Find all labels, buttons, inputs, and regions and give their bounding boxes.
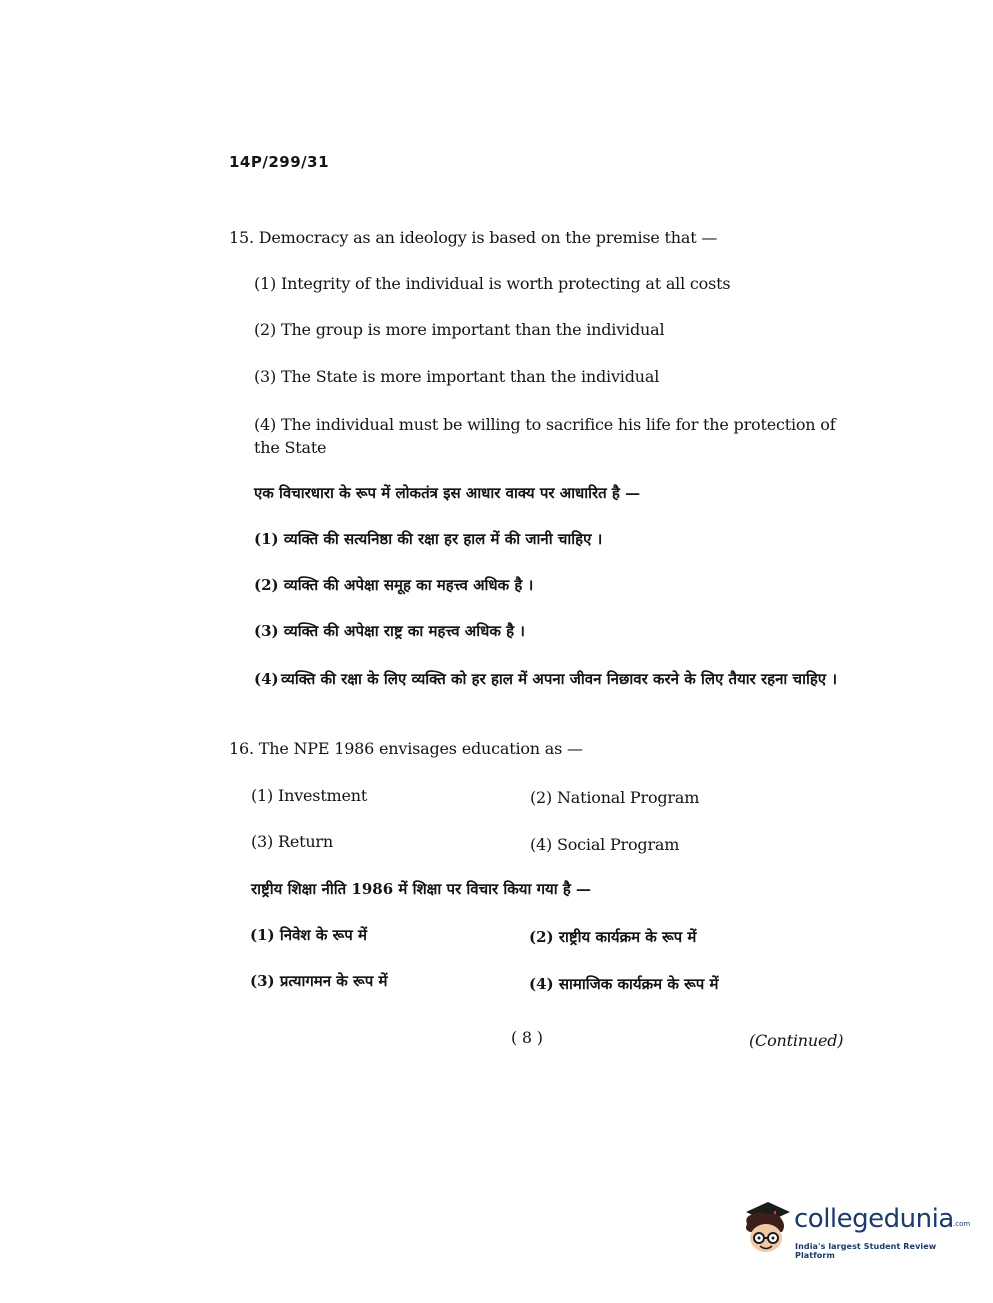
page-number: ( 8 ) <box>511 1028 543 1047</box>
option-text: व्यक्ति की सत्यनिष्ठा की रक्षा हर हाल में की जानी चाहिए । <box>283 530 603 548</box>
q16-option-en-2 <box>530 788 699 807</box>
question-number: 16. <box>229 739 254 758</box>
option-number: (2) <box>254 576 279 594</box>
q16-option-en-3 <box>251 832 333 851</box>
option-text: निवेश के रूप में <box>279 926 367 944</box>
q15-hindi-text: एक विचारधारा के रूप में लोकतंत्र इस आधार वाक्य पर आधारित है — <box>254 484 641 502</box>
option-text: The individual must be willing to sacrifice his life for the protection of the State <box>254 415 836 457</box>
option-text: Integrity of the individual is worth protecting at all costs <box>280 274 731 293</box>
option-number: (3) <box>251 832 274 851</box>
question-number: 15. <box>229 228 254 247</box>
question-text: The NPE 1986 envisages education as — <box>258 739 583 758</box>
option-text: Return <box>277 832 333 851</box>
q15-option-en-2 <box>254 320 664 339</box>
collegedunia-logo <box>738 1198 971 1268</box>
option-text: प्रत्यागमन के रूप में <box>279 972 388 990</box>
option-text: व्यक्ति की अपेक्षा राष्ट्र का महत्त्व अधिक है । <box>283 622 525 640</box>
option-number: (1) <box>250 926 275 944</box>
option-number: (3) <box>250 972 275 990</box>
option-text: The State is more important than the individual <box>280 367 660 386</box>
q16-option-hi-4 <box>529 974 718 994</box>
q15-option-hi-2 <box>254 575 533 595</box>
option-text: Investment <box>277 786 368 805</box>
option-text: National Program <box>556 788 700 807</box>
mascot-icon <box>738 1198 794 1260</box>
logo-suffix: .com <box>953 1220 971 1228</box>
option-number: (1) <box>251 786 274 805</box>
q16-option-hi-3 <box>250 971 387 991</box>
q16-hindi-text: राष्ट्रीय शिक्षा नीति 1986 में शिक्षा पर विचार किया गया है — <box>251 880 592 898</box>
logo-brand: collegedunia <box>794 1204 954 1234</box>
question-16 <box>229 739 583 758</box>
q15-option-hi-4 <box>254 668 839 691</box>
q15-option-en-3 <box>254 367 659 386</box>
paper-code: 14P/299/31 <box>229 153 330 171</box>
option-text: The group is more important than the individual <box>280 320 665 339</box>
q15-option-en-4 <box>254 413 839 459</box>
logo-tagline: India's largest Student Review Platform <box>795 1242 937 1260</box>
q15-option-hi-1 <box>254 529 602 549</box>
q15-option-hi-3 <box>254 621 525 641</box>
option-number: (1) <box>254 530 279 548</box>
q16-option-en-4 <box>530 835 679 854</box>
question-15 <box>229 228 717 247</box>
option-number: (4) <box>254 415 277 434</box>
option-text: व्यक्ति की रक्षा के लिए व्यक्ति को हर हाल में अपना जीवन निछावर करने के लिए तैयार रहना चाहिए । <box>281 670 838 688</box>
continued-label: (Continued) <box>749 1031 844 1050</box>
option-number: (3) <box>254 622 279 640</box>
q16-option-hi-1 <box>250 925 367 945</box>
option-number: (4) <box>529 975 554 993</box>
option-number: (2) <box>254 320 277 339</box>
option-text: व्यक्ति की अपेक्षा समूह का महत्त्व अधिक है । <box>283 576 534 594</box>
q15-option-en-1 <box>254 274 730 293</box>
option-text: सामाजिक कार्यक्रम के रूप में <box>558 975 719 993</box>
q16-option-hi-2 <box>529 927 696 947</box>
option-number: (4) <box>530 835 553 854</box>
option-number: (4) <box>254 670 279 688</box>
question-text: Democracy as an ideology is based on the premise that — <box>258 228 718 247</box>
option-number: (2) <box>529 928 554 946</box>
option-number: (1) <box>254 274 277 293</box>
option-text: Social Program <box>556 835 680 854</box>
q16-option-en-1 <box>251 786 367 805</box>
option-text: राष्ट्रीय कार्यक्रम के रूप में <box>558 928 697 946</box>
option-number: (2) <box>530 788 553 807</box>
option-number: (3) <box>254 367 277 386</box>
